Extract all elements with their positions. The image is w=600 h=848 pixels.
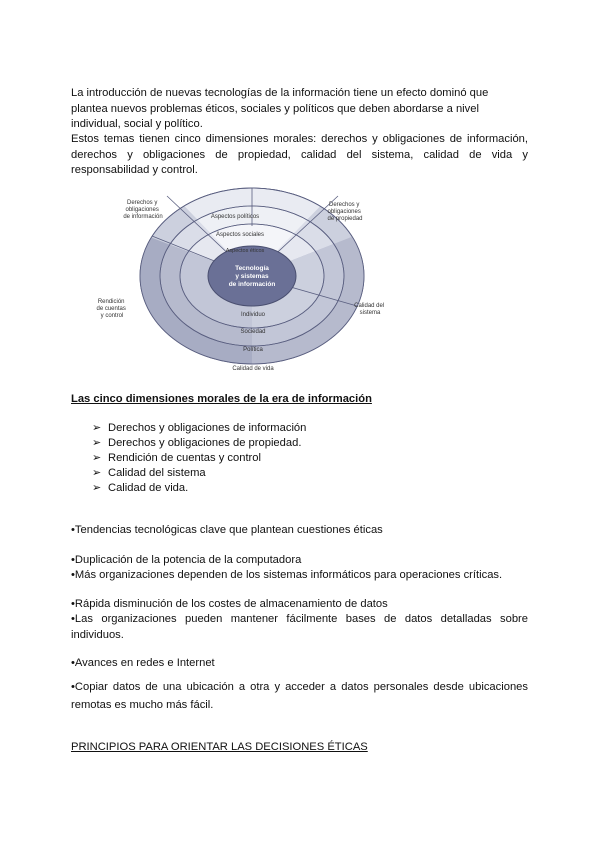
trend-2-description: •Las organizaciones pueden mantener fácilmente bases de datos detalladas sobre individuos.: [71, 613, 528, 641]
label-top-right: Derechos y obligaciones de propiedad: [327, 202, 363, 222]
arrow-bullet-icon: ➢: [92, 452, 102, 464]
center-label-line1: Tecnología: [235, 265, 269, 272]
trend-3-title: •Avances en redes e Internet: [71, 657, 215, 669]
arrow-bullet-icon: ➢: [92, 467, 102, 479]
top-inner-label: Aspectos éticos: [225, 248, 265, 254]
ring-middle-label: Sociedad: [240, 329, 266, 335]
list-item: ➢ Derechos y obligaciones de propiedad.: [92, 437, 302, 449]
center-label-line3: de información: [228, 281, 276, 288]
ring-inner-label: Individuo: [240, 312, 266, 318]
label-left: Rendición de cuentas y control: [96, 299, 126, 319]
trend-3-description: •Copiar datos de una ubicación a otra y acceder a datos personales desde ubicaciones remotas es mucho más fácil.: [71, 681, 528, 711]
trend-1-title: •Duplicación de la potencia de la computadora: [71, 554, 302, 566]
intro-paragraph-2: Estos temas tienen cinco dimensiones morales: derechos y obligaciones de información, derechos y obligaciones de propiedad, calidad del sistema, calidad de vida y responsabilidad y control.: [71, 133, 528, 176]
intro-paragraph-1: La introducción de nuevas tecnologías de la información tiene un efecto dominó que plantea nuevos problemas éticos, sociales y políticos que deben abordarse a nivel individual, social y político.: [71, 87, 489, 130]
list-item: ➢ Calidad de vida.: [92, 482, 189, 494]
dimensions-list: [92, 421, 306, 496]
section-title-principles: PRINCIPIOS PARA ORIENTAR LAS DECISIONES ÉTICAS: [71, 741, 368, 753]
trend-2-title: •Rápida disminución de los costes de almacenamiento de datos: [71, 598, 388, 610]
top-middle-label: Aspectos sociales: [215, 232, 265, 238]
center-label-line2: y sistemas: [235, 273, 269, 280]
section-title-dimensions: Las cinco dimensiones morales de la era de información: [71, 393, 372, 405]
trend-1-description: •Más organizaciones dependen de los sistemas informáticos para operaciones críticas.: [71, 569, 503, 581]
list-item: ➢ Calidad del sistema: [92, 467, 206, 479]
trends-heading: •Tendencias tecnológicas clave que plantean cuestiones éticas: [71, 524, 383, 536]
list-item: ➢ Rendición de cuentas y control: [92, 452, 261, 464]
moral-dimensions-diagram: [95, 186, 405, 372]
arrow-bullet-icon: ➢: [92, 437, 102, 449]
arrow-bullet-icon: ➢: [92, 482, 102, 494]
list-item: ➢ Derechos y obligaciones de información: [92, 422, 307, 434]
ring-outer-label: Política: [243, 347, 263, 353]
label-bottom: Calidad de vida: [232, 366, 274, 372]
label-top-left: Derechos y obligaciones de información: [123, 200, 163, 220]
arrow-bullet-icon: ➢: [92, 422, 102, 434]
label-right: Calidad del sistema: [354, 303, 385, 316]
top-outer-label: Aspectos políticos: [210, 214, 260, 220]
diagram-svg: [95, 186, 405, 372]
